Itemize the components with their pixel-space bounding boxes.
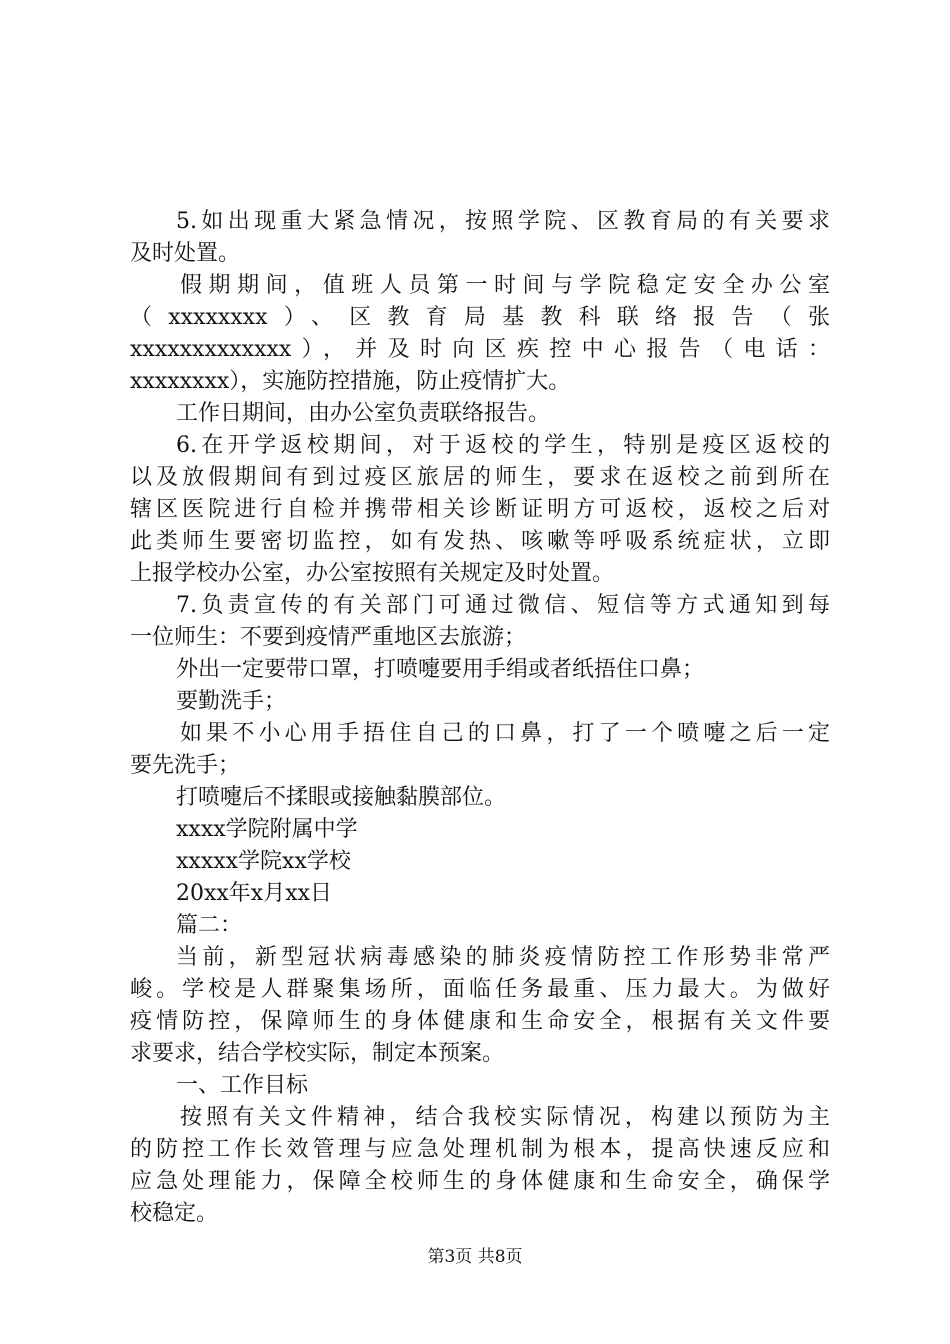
paragraph-line: 6.在开学返校期间，对于返校的学生，特别是疫区返校的 (176, 433, 830, 458)
paragraph-line: 按照有关文件精神，结合我校实际情况，构建以预防为主 (180, 1105, 830, 1130)
paragraph-line: 峻。学校是人群聚集场所，面临任务最重、压力最大。为做好 (130, 977, 830, 1002)
section-heading: 篇二： (176, 913, 243, 938)
paragraph-line: 5.如出现重大紧急情况，按照学院、区教育局的有关要求 (176, 209, 830, 234)
paragraph-line: xxxxxxxxxxxxx），并及时向区疾控中心报告（电话： (130, 337, 830, 362)
paragraph-line: 以及放假期间有到过疫区旅居的师生，要求在返校之前到所在 (130, 465, 830, 490)
paragraph-line: 辖区医院进行自检并携带相关诊断证明方可返校，返校之后对 (130, 497, 830, 522)
paragraph-line: 当前，新型冠状病毒感染的肺炎疫情防控工作形势非常严 (176, 945, 830, 970)
paragraph-line: 疫情防控，保障师生的身体健康和生命安全，根据有关文件要 (130, 1009, 830, 1034)
date-line: 20xx年x月xx日 (176, 881, 333, 906)
paragraph-line: 一位师生：不要到疫情严重地区去旅游； (130, 625, 527, 650)
paragraph-line: 此类师生要密切监控，如有发热、咳嗽等呼吸系统症状，立即 (130, 529, 830, 554)
paragraph-line: 校稳定。 (130, 1201, 219, 1226)
paragraph-line: 上报学校办公室，办公室按照有关规定及时处置。 (130, 561, 615, 586)
paragraph-line: 求要求，结合学校实际，制定本预案。 (130, 1041, 505, 1066)
paragraph-line: 如果不小心用手捂住自己的口鼻，打了一个喷嚏之后一定 (180, 721, 830, 746)
paragraph-line: 要勤洗手； (176, 689, 287, 714)
paragraph-line: xxxxxxxx），实施防控措施，防止疫情扩大。 (130, 369, 571, 394)
paragraph-line: 应急处理能力，保障全校师生的身体健康和生命安全，确保学 (130, 1169, 830, 1194)
paragraph-line: 工作日期间，由办公室负责联络报告。 (176, 401, 551, 426)
paragraph-line: 要先洗手； (130, 753, 241, 778)
paragraph-line: （xxxxxxxx）、区教育局基教科联络报告（张 (130, 305, 830, 330)
paragraph-line: 7.负责宣传的有关部门可通过微信、短信等方式通知到每 (176, 593, 830, 618)
section-heading: 一、工作目标 (176, 1073, 309, 1098)
paragraph-line: 打喷嚏后不揉眼或接触黏膜部位。 (176, 785, 507, 810)
paragraph-line: 假期期间，值班人员第一时间与学院稳定安全办公室 (180, 273, 830, 298)
paragraph-line: 及时处置。 (130, 241, 241, 266)
document-body (130, 206, 830, 1230)
paragraph-line: 的防控工作长效管理与应急处理机制为根本，提高快速反应和 (130, 1137, 830, 1162)
signature-line: xxxx学院附属中学 (176, 817, 358, 842)
signature-line: xxxxx学院xx学校 (176, 849, 351, 874)
page-number-footer: 第3页 共8页 (427, 1247, 523, 1267)
paragraph-line: 外出一定要带口罩，打喷嚏要用手绢或者纸捂住口鼻； (176, 657, 705, 682)
